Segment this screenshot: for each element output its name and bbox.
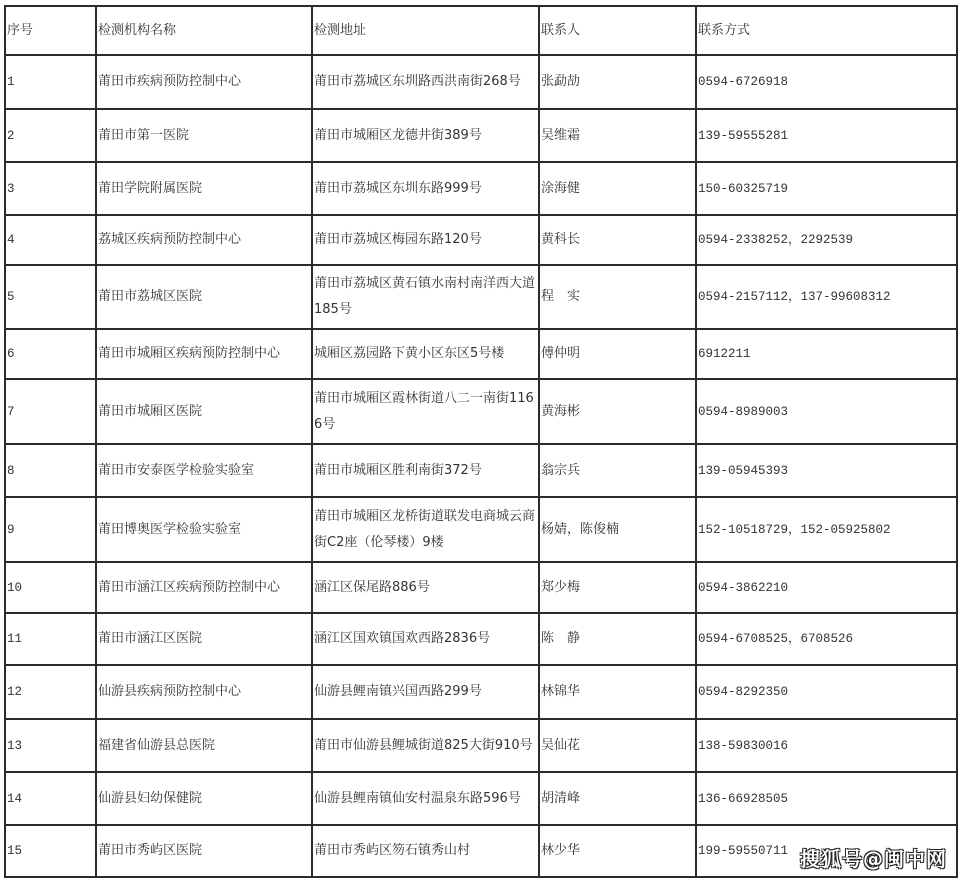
row-index: 12	[5, 665, 96, 719]
institution-name: 仙游县妇幼保健院	[96, 772, 312, 825]
table-row	[5, 665, 957, 719]
table-header-row	[5, 6, 957, 55]
address: 莆田市城厢区胜利南街372号	[312, 444, 539, 497]
phone: 139-05945393	[696, 444, 957, 497]
institution-name: 莆田市城厢区医院	[96, 379, 312, 444]
phone: 0594-3862210	[696, 562, 957, 613]
address: 莆田市荔城区东圳路西洪南街268号	[312, 55, 539, 109]
row-index: 7	[5, 379, 96, 444]
row-index: 15	[5, 825, 96, 877]
address: 莆田市仙游县鲤城街道825大街910号	[312, 719, 539, 772]
phone: 152-10518729，152-05925802	[696, 497, 957, 562]
table-row	[5, 379, 957, 444]
contact-person: 郑少梅	[539, 562, 696, 613]
phone: 136-66928505	[696, 772, 957, 825]
contact-person: 程 实	[539, 265, 696, 329]
row-index: 1	[5, 55, 96, 109]
testing-institutions-table	[4, 5, 958, 878]
institution-name: 莆田学院附属医院	[96, 162, 312, 215]
contact-person: 翁宗兵	[539, 444, 696, 497]
row-index: 6	[5, 329, 96, 379]
institution-name: 莆田市涵江区疾病预防控制中心	[96, 562, 312, 613]
institution-name: 莆田市第一医院	[96, 109, 312, 162]
row-index: 11	[5, 613, 96, 665]
phone: 139-59555281	[696, 109, 957, 162]
address: 莆田市城厢区龙德井街389号	[312, 109, 539, 162]
contact-person: 林少华	[539, 825, 696, 877]
address: 莆田市城厢区霞林街道八二一南街1166号	[312, 379, 539, 444]
table-row	[5, 329, 957, 379]
row-index: 9	[5, 497, 96, 562]
table-row	[5, 444, 957, 497]
table-row	[5, 562, 957, 613]
address: 涵江区国欢镇国欢西路2836号	[312, 613, 539, 665]
table-row	[5, 613, 957, 665]
institution-name: 莆田博奥医学检验实验室	[96, 497, 312, 562]
table-row	[5, 55, 957, 109]
address: 莆田市荔城区东圳东路999号	[312, 162, 539, 215]
address: 莆田市城厢区龙桥街道联发电商城云商街C2座（伦琴楼）9楼	[312, 497, 539, 562]
contact-person: 杨婧，陈俊楠	[539, 497, 696, 562]
header-index: 序号	[5, 6, 96, 55]
table-row	[5, 265, 957, 329]
phone: 138-59830016	[696, 719, 957, 772]
row-index: 8	[5, 444, 96, 497]
watermark: 搜狐号@闽中网	[800, 847, 947, 871]
address: 涵江区保尾路886号	[312, 562, 539, 613]
contact-person: 吴仙花	[539, 719, 696, 772]
header-institution: 检测机构名称	[96, 6, 312, 55]
contact-person: 胡清峰	[539, 772, 696, 825]
institution-name: 莆田市城厢区疾病预防控制中心	[96, 329, 312, 379]
institution-name: 荔城区疾病预防控制中心	[96, 215, 312, 265]
row-index: 4	[5, 215, 96, 265]
phone: 0594-6726918	[696, 55, 957, 109]
address: 莆田市荔城区黄石镇水南村南洋西大道185号	[312, 265, 539, 329]
phone: 0594-2157112，137-99608312	[696, 265, 957, 329]
phone: 150-60325719	[696, 162, 957, 215]
phone: 0594-2338252，2292539	[696, 215, 957, 265]
contact-person: 黄科长	[539, 215, 696, 265]
institution-name: 福建省仙游县总医院	[96, 719, 312, 772]
contact-person: 吴维霜	[539, 109, 696, 162]
institution-name: 莆田市荔城区医院	[96, 265, 312, 329]
row-index: 14	[5, 772, 96, 825]
contact-person: 林锦华	[539, 665, 696, 719]
table-row	[5, 497, 957, 562]
row-index: 3	[5, 162, 96, 215]
table-row	[5, 719, 957, 772]
phone: 199-59550711	[696, 825, 957, 877]
address: 莆田市荔城区梅园东路120号	[312, 215, 539, 265]
address: 城厢区荔园路下黄小区东区5号楼	[312, 329, 539, 379]
contact-person: 黄海彬	[539, 379, 696, 444]
phone: 0594-8989003	[696, 379, 957, 444]
phone: 6912211	[696, 329, 957, 379]
address: 仙游县鲤南镇兴国西路299号	[312, 665, 539, 719]
table-row	[5, 772, 957, 825]
table-row	[5, 109, 957, 162]
phone: 0594-6708525，6708526	[696, 613, 957, 665]
contact-person: 傅仲明	[539, 329, 696, 379]
row-index: 13	[5, 719, 96, 772]
table-row	[5, 162, 957, 215]
header-phone: 联系方式	[696, 6, 957, 55]
row-index: 2	[5, 109, 96, 162]
phone: 0594-8292350	[696, 665, 957, 719]
institution-name: 莆田市疾病预防控制中心	[96, 55, 312, 109]
header-address: 检测地址	[312, 6, 539, 55]
row-index: 5	[5, 265, 96, 329]
contact-person: 张勐劼	[539, 55, 696, 109]
address: 莆田市秀屿区笏石镇秀山村	[312, 825, 539, 877]
header-contact: 联系人	[539, 6, 696, 55]
address: 仙游县鲤南镇仙安村温泉东路596号	[312, 772, 539, 825]
row-index: 10	[5, 562, 96, 613]
institution-name: 莆田市涵江区医院	[96, 613, 312, 665]
institution-name: 莆田市安泰医学检验实验室	[96, 444, 312, 497]
table-row	[5, 215, 957, 265]
institution-name: 莆田市秀屿区医院	[96, 825, 312, 877]
contact-person: 涂海健	[539, 162, 696, 215]
contact-person: 陈 静	[539, 613, 696, 665]
institution-name: 仙游县疾病预防控制中心	[96, 665, 312, 719]
